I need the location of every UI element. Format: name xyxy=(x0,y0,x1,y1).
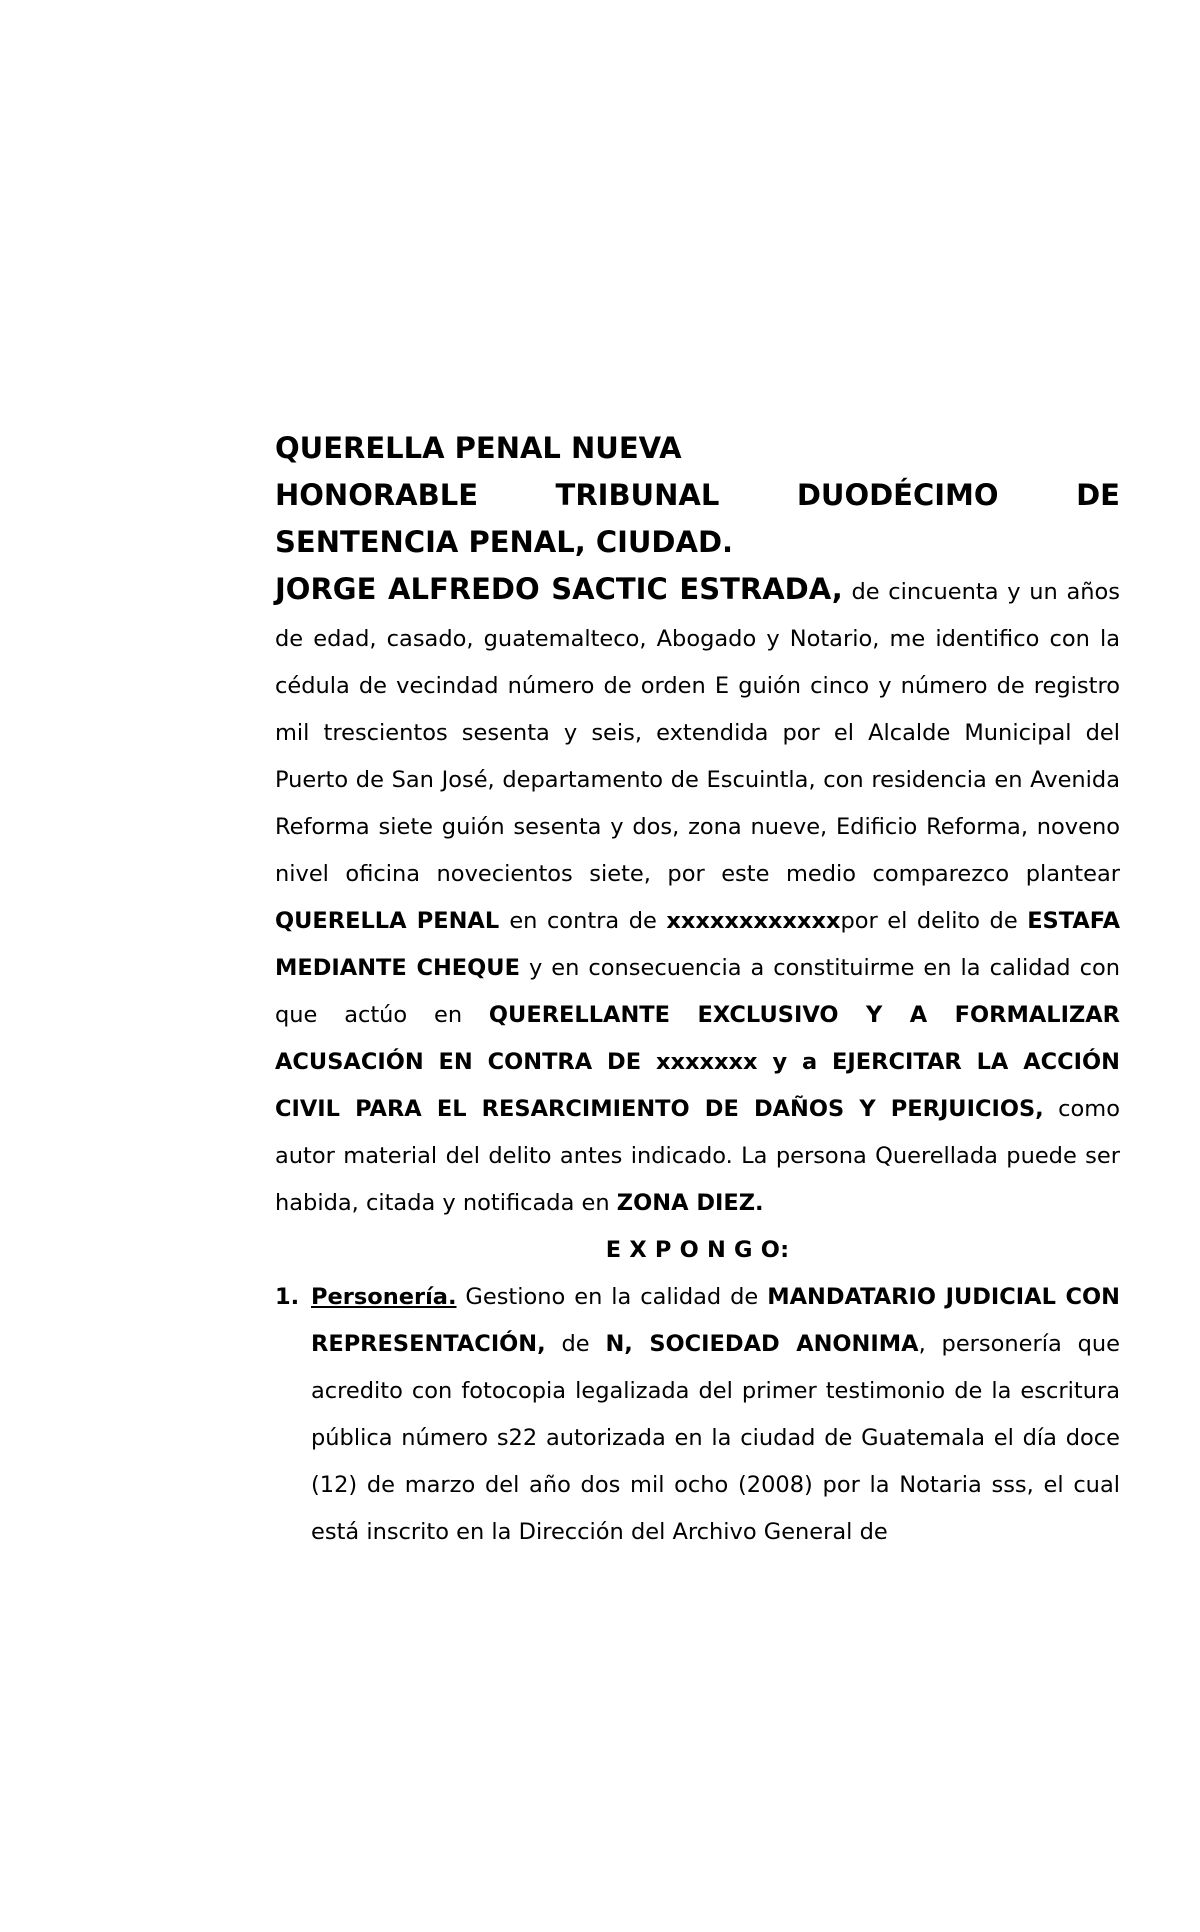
intro-paragraph xyxy=(275,566,1120,1227)
intro-bold-2: xxxxxxxxxxxx xyxy=(666,908,841,934)
addressee-line-1: HONORABLE TRIBUNAL DUODÉCIMO DE xyxy=(275,478,1120,512)
list-item xyxy=(275,1274,1120,1556)
intro-bold-3: ESTAFA MEDIANTE CHEQUE xyxy=(275,908,1120,981)
intro-text-3: por el delito de xyxy=(840,908,1028,934)
addressee-line-2: SENTENCIA PENAL, CIUDAD. xyxy=(275,525,734,559)
list-item-bold-2: N, SOCIEDAD ANONIMA xyxy=(605,1331,919,1357)
complainant-name: JORGE ALFREDO SACTIC ESTRADA, xyxy=(275,572,843,606)
intro-text-1: de cincuenta y un años de edad, casado, guatemalteco, Abogado y Notario, me identifico con la cédula de vecindad número de orden E guión cinco y número de registro mil trescientos sesenta y seis, extendida por el Alcalde Municipal del Puerto de San José, departamento de Escuintla, con residencia en Avenida Reforma siete guión sesenta y dos, zona nueve, Edificio Reforma, noveno nivel oficina novecientos siete, por este medio comparezco plantear xyxy=(275,579,1120,887)
document-page xyxy=(275,425,1120,1556)
document-title: QUERELLA PENAL NUEVA xyxy=(275,431,682,465)
section-heading: E X P O N G O: xyxy=(605,1237,790,1263)
intro-text-4: y en consecuencia a constituirme en la calidad con que actúo en xyxy=(275,955,1120,1028)
intro-bold-5: ZONA DIEZ. xyxy=(616,1190,764,1216)
list-item-text-1: Gestiono en la calidad de xyxy=(456,1284,768,1310)
list-item-text-3: , personería que acredito con fotocopia legalizada del primer testimonio de la escritura pública número s22 autorizada en la ciudad de Guatemala el día doce (12) de marzo del año dos mil ocho (2008) por la Notaria sss, el cual está inscrito en la Dirección del Archivo General de xyxy=(311,1331,1120,1545)
intro-text-5: como autor material del delito antes indicado. La persona Querellada puede ser habida, citada y notificada en xyxy=(275,1096,1120,1216)
list-item-label: Personería. xyxy=(311,1284,457,1310)
list-item-number: 1. xyxy=(275,1284,300,1310)
intro-bold-4: QUERELLANTE EXCLUSIVO Y A FORMALIZAR ACUSACIÓN EN CONTRA DE xxxxxxx y a EJERCITAR LA ACCIÓN CIVIL PARA EL RESARCIMIENTO DE DAÑOS Y PERJUICIOS, xyxy=(275,1002,1121,1122)
intro-bold-1: QUERELLA PENAL xyxy=(275,908,510,934)
list-item-text-2: de xyxy=(545,1331,606,1357)
list-item-bold-1: MANDATARIO JUDICIAL CON REPRESENTACIÓN, xyxy=(311,1284,1120,1357)
intro-text-2: en contra de xyxy=(509,908,667,934)
